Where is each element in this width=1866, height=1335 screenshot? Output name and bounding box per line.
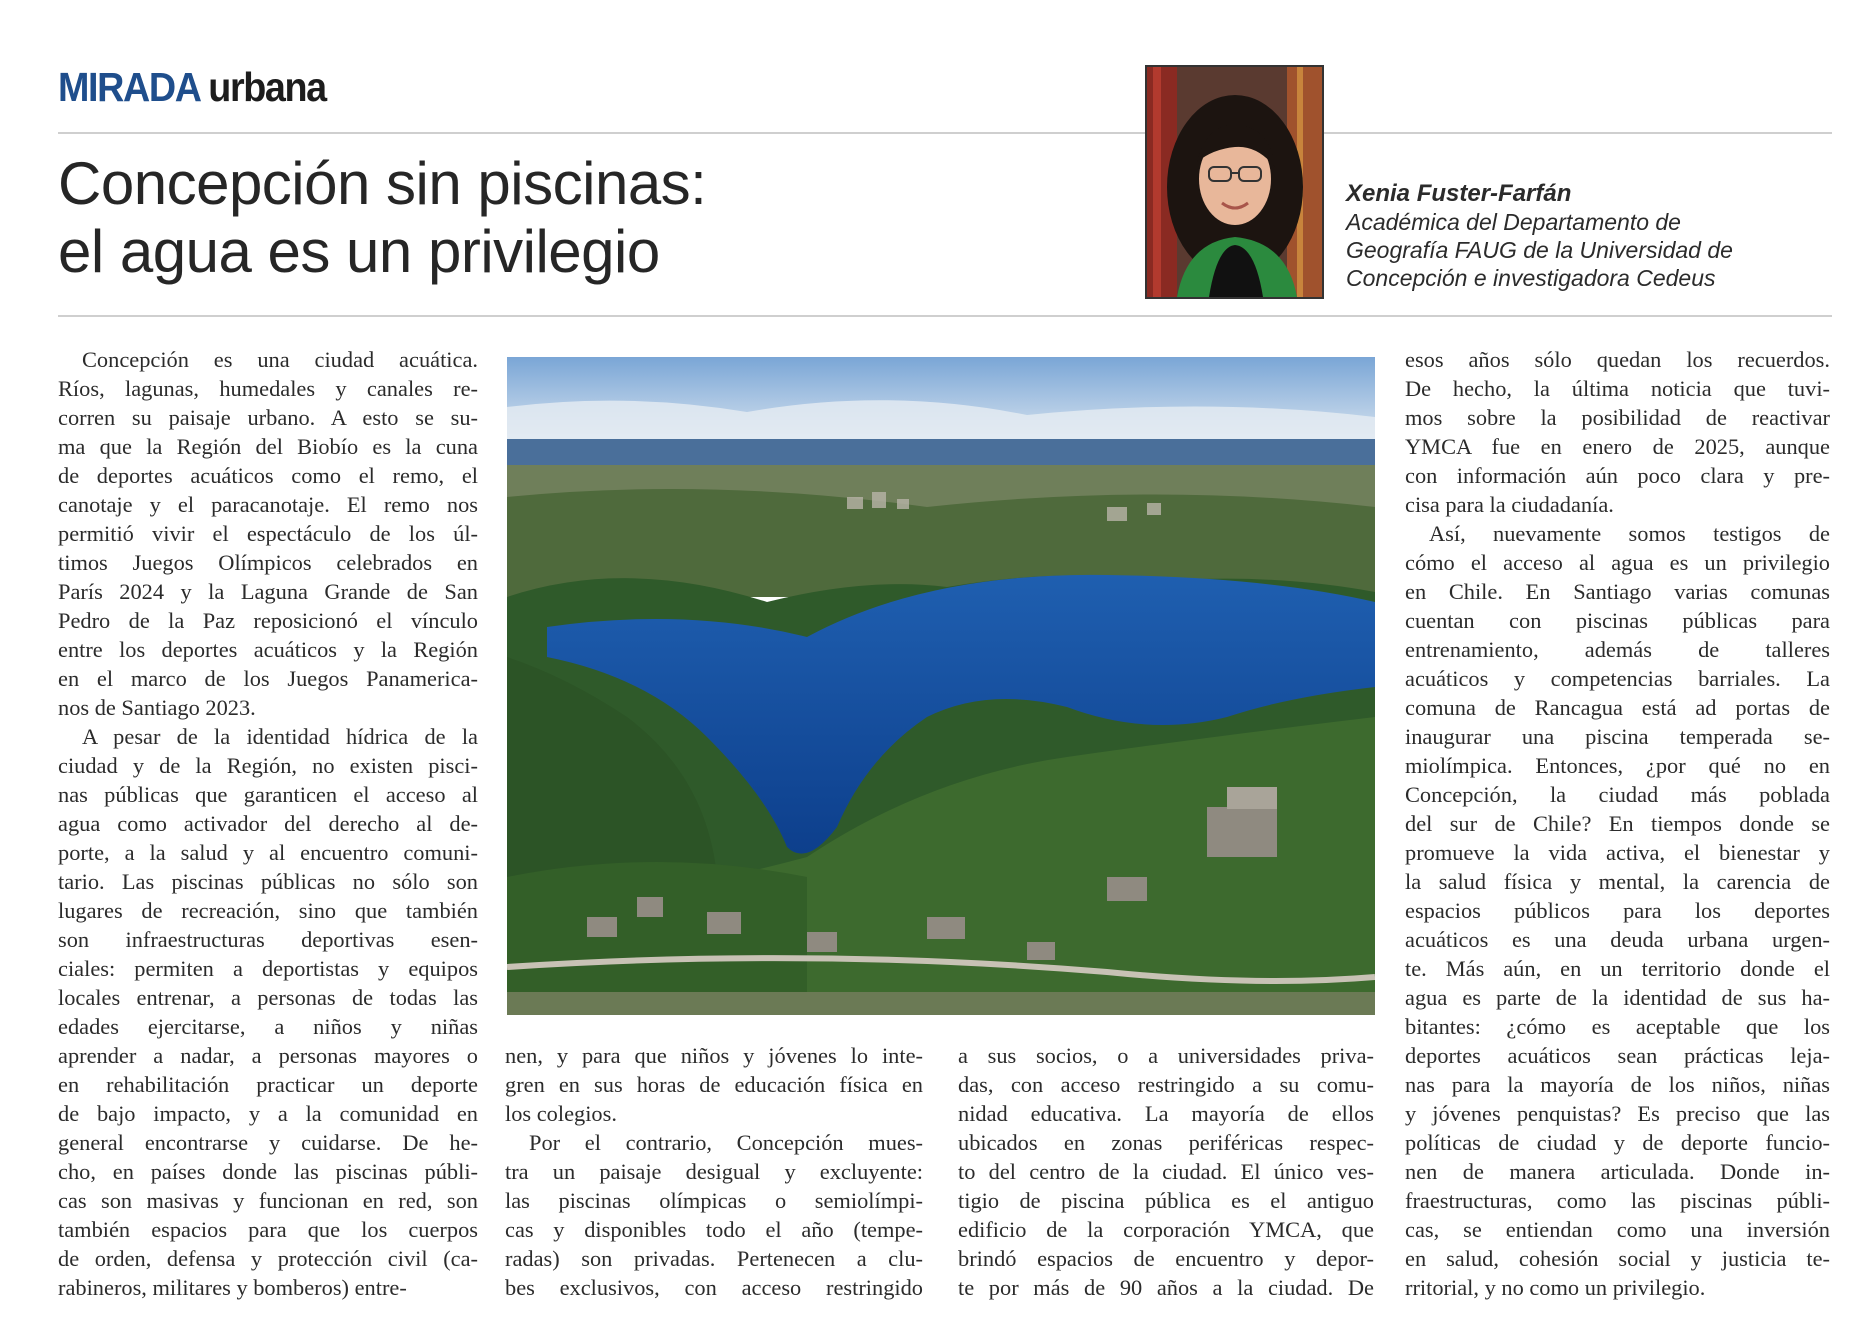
text-line: De hecho, la última noticia que tuvi- xyxy=(1405,376,1830,401)
headline-line-2: el agua es un privilegio xyxy=(58,218,660,285)
text-line: lugares de recreación, sino que también xyxy=(58,898,478,923)
text-line: permitió vivir el espectáculo de los úl- xyxy=(58,521,478,546)
text-line: de deportes acuáticos como el remo, el xyxy=(58,463,478,488)
text-line: deportes acuáticos sean prácticas leja- xyxy=(1405,1043,1830,1068)
text-line: acuáticos y competencias barriales. La xyxy=(1405,666,1830,691)
text-line: París 2024 y la Laguna Grande de San xyxy=(58,579,478,604)
author-role-line-3: Concepción e investigadora Cedeus xyxy=(1346,265,1716,291)
text-line: acuáticos es una deuda urbana urgen- xyxy=(1405,927,1830,952)
text-line: bes exclusivos, con acceso restringido xyxy=(505,1275,923,1300)
text-line: entrenamiento, además de talleres xyxy=(1405,637,1830,662)
article-column-3 xyxy=(958,1041,1374,1302)
text-line: aprender a nadar, a personas mayores o xyxy=(58,1043,478,1068)
text-line: te por más de 90 años a la ciudad. De xyxy=(958,1275,1374,1300)
text-line: to del centro de la ciudad. El único ves- xyxy=(958,1159,1374,1184)
section-header xyxy=(58,64,326,111)
text-line: nen de manera articulada. Donde in- xyxy=(1405,1159,1830,1184)
text-line: A pesar de la identidad hídrica de la xyxy=(82,724,478,749)
author-portrait xyxy=(1145,65,1324,299)
text-line: con información aún poco clara y pre- xyxy=(1405,463,1830,488)
text-line: corren su paisaje urbano. A esto se su- xyxy=(58,405,478,430)
section-word-urbana: urbana xyxy=(208,64,326,110)
text-line: en rehabilitación practicar un deporte xyxy=(58,1072,478,1097)
text-line: das, con acceso restringido a su comu- xyxy=(958,1072,1374,1097)
text-line: la salud física y mental, la carencia de xyxy=(1405,869,1830,894)
text-line: las piscinas olímpicas o semiolímpi- xyxy=(505,1188,923,1213)
text-line: agua es parte de la identidad de sus ha- xyxy=(1405,985,1830,1010)
text-line: esos años sólo quedan los recuerdos. xyxy=(1405,347,1830,372)
author-name: Xenia Fuster-Farfán xyxy=(1346,180,1572,207)
text-line: timos Juegos Olímpicos celebrados en xyxy=(58,550,478,575)
text-line: ciales: permiten a deportistas y equipos xyxy=(58,956,478,981)
text-line: en Chile. En Santiago varias comunas xyxy=(1405,579,1830,604)
text-line: políticas de ciudad y de deporte funcio- xyxy=(1405,1130,1830,1155)
text-line: fraestructuras, como las piscinas públi- xyxy=(1405,1188,1830,1213)
text-line: locales entrenar, a personas de todas las xyxy=(58,985,478,1010)
text-line: edades ejercitarse, a niños y niñas xyxy=(58,1014,478,1039)
text-line: de bajo impacto, y a la comunidad en xyxy=(58,1101,478,1126)
text-line: canotaje y el paracanotaje. El remo nos xyxy=(58,492,478,517)
text-line: ubicados en zonas periféricas respec- xyxy=(958,1130,1374,1155)
text-line: Concepción, la ciudad más poblada xyxy=(1405,782,1830,807)
text-line: Ríos, lagunas, humedales y canales re- xyxy=(58,376,478,401)
text-line: cisa para la ciudadanía. xyxy=(1405,492,1614,517)
text-line: en salud, cohesión social y justicia te- xyxy=(1405,1246,1830,1271)
text-line: gren en sus horas de educación física en xyxy=(505,1072,923,1097)
text-line: mos sobre la posibilidad de reactivar xyxy=(1405,405,1830,430)
author-role-line-2: Geografía FAUG de la Universidad de xyxy=(1346,237,1733,263)
text-line: miolímpica. Entonces, ¿por qué no en xyxy=(1405,753,1830,778)
text-line: edificio de la corporación YMCA, que xyxy=(958,1217,1374,1242)
text-line: comuna de Rancagua está ad portas de xyxy=(1405,695,1830,720)
text-line: cas y disponibles todo el año (tempe- xyxy=(505,1217,923,1242)
text-line: cho, en países donde las piscinas públi- xyxy=(58,1159,478,1184)
text-line: y jóvenes penquistas? Es preciso que las xyxy=(1405,1101,1830,1126)
text-line: cas son masivas y funcionan en red, son xyxy=(58,1188,478,1213)
text-line: los colegios. xyxy=(505,1101,617,1126)
text-line: Por el contrario, Concepción mues- xyxy=(529,1130,923,1155)
text-line: Así, nuevamente somos testigos de xyxy=(1429,521,1830,546)
headline xyxy=(58,150,1058,286)
text-line: espacios públicos para los deportes xyxy=(1405,898,1830,923)
text-line: del sur de Chile? En tiempos donde se xyxy=(1405,811,1830,836)
text-line: cómo el acceso al agua es un privilegio xyxy=(1405,550,1830,575)
author-byline xyxy=(1346,180,1826,292)
header-divider xyxy=(58,315,1832,317)
text-line: nas públicas que garanticen el acceso al xyxy=(58,782,478,807)
text-line: te. Más aún, en un territorio donde el xyxy=(1405,956,1830,981)
text-line: en el marco de los Juegos Panamerica- xyxy=(58,666,478,691)
text-line: rritorial, y no como un privilegio. xyxy=(1405,1275,1706,1300)
text-line: entre los deportes acuáticos y la Región xyxy=(58,637,478,662)
text-line: radas) son privadas. Pertenecen a clu- xyxy=(505,1246,923,1271)
text-line: también espacios para que los cuerpos xyxy=(58,1217,478,1242)
text-line: rabineros, militares y bomberos) entre- xyxy=(58,1275,407,1300)
text-line: brindó espacios de encuentro y depor- xyxy=(958,1246,1374,1271)
article-column-4 xyxy=(1405,345,1830,1302)
author-role-line-1: Académica del Departamento de xyxy=(1346,209,1681,235)
text-line: nen, y para que niños y jóvenes lo inte- xyxy=(505,1043,923,1068)
article-column-2 xyxy=(505,1041,923,1302)
text-line: bitantes: ¿cómo es aceptable que los xyxy=(1405,1014,1830,1039)
text-line: YMCA fue en enero de 2025, aunque xyxy=(1405,434,1830,459)
text-line: son infraestructuras deportivas esen- xyxy=(58,927,478,952)
text-line: Pedro de la Paz reposicionó el vínculo xyxy=(58,608,478,633)
text-line: cas, se entiendan como una inversión xyxy=(1405,1217,1830,1242)
text-line: Concepción es una ciudad acuática. xyxy=(82,347,478,372)
article-column-1 xyxy=(58,345,478,1302)
top-divider xyxy=(58,132,1832,134)
text-line: tario. Las piscinas públicas no sólo son xyxy=(58,869,478,894)
text-line: porte, a la salud y al encuentro comuni- xyxy=(58,840,478,865)
text-line: agua como activador del derecho al de- xyxy=(58,811,478,836)
section-word-mirada: MIRADA xyxy=(58,64,200,110)
text-line: de orden, defensa y protección civil (ca- xyxy=(58,1246,478,1271)
text-line: nidad educativa. La mayoría de ellos xyxy=(958,1101,1374,1126)
text-line: cuentan con piscinas públicas para xyxy=(1405,608,1830,633)
text-line: ma que la Región del Biobío es la cuna xyxy=(58,434,478,459)
text-line: tigio de piscina pública es el antiguo xyxy=(958,1188,1374,1213)
text-line: ciudad y de la Región, no existen pisci- xyxy=(58,753,478,778)
text-line: inaugurar una piscina temperada se- xyxy=(1405,724,1830,749)
text-line: tra un paisaje desigual y excluyente: xyxy=(505,1159,923,1184)
text-line: general encontrarse y cuidarse. De he- xyxy=(58,1130,478,1155)
headline-line-1: Concepción sin piscinas: xyxy=(58,150,707,217)
text-line: a sus socios, o a universidades priva- xyxy=(958,1043,1374,1068)
text-line: nos de Santiago 2023. xyxy=(58,695,256,720)
aerial-lagoon-photo xyxy=(507,357,1375,1015)
text-line: nas para la mayoría de los niños, niñas xyxy=(1405,1072,1830,1097)
text-line: promueve la vida activa, el bienestar y xyxy=(1405,840,1830,865)
